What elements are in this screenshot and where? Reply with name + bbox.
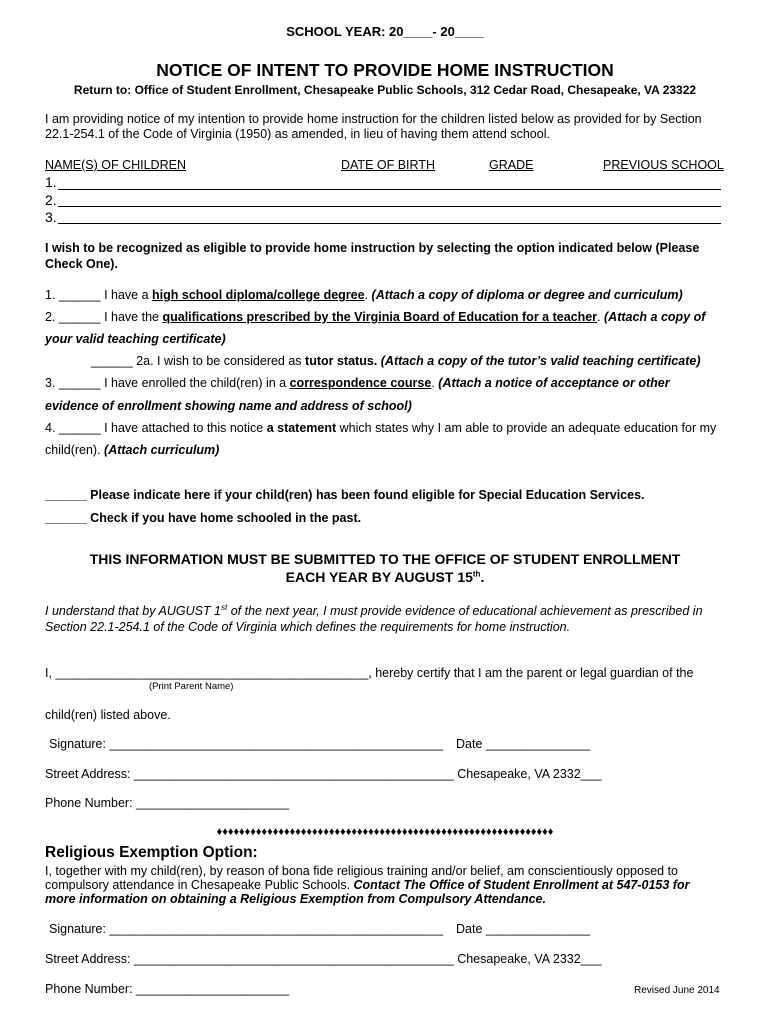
street-address-field[interactable]: Street Address: ______________________________________________ Chesapeake, VA 2332___ — [45, 767, 602, 781]
option-4-prefix: 4. ______ I have attached to this notice — [45, 421, 267, 435]
return-address: Return to: Office of Student Enrollment, Chesapeake Public Schools, 312 Cedar Road, Chesapeake, VA 23322 — [73, 83, 697, 97]
option-4-cont — [45, 443, 219, 457]
option-1-link: high school diploma/college degree — [152, 288, 365, 302]
understand-b: of the next year, I must provide evidence of educational achievement as prescribed in — [227, 604, 703, 618]
deadline-line-1: THIS INFORMATION MUST BE SUBMITTED TO THE OFFICE OF STUDENT ENROLLMENT — [89, 551, 681, 567]
religious-line-2a: compulsory attendance in Chesapeake Public Schools. — [45, 878, 354, 892]
option-2[interactable] — [45, 310, 705, 324]
child-row-number: 2. — [45, 192, 57, 208]
option-3-link: correspondence course — [289, 376, 432, 390]
deadline-line-2 — [0, 569, 770, 585]
option-3[interactable] — [45, 376, 670, 390]
deadline-sup: th — [472, 569, 481, 579]
intro-line-2: 22.1-254.1 of the Code of Virginia (1950) as amended, in lieu of having them attend school. — [45, 127, 550, 141]
option-2-link: qualifications prescribed by the Virginia Board of Education for a teacher — [162, 310, 598, 324]
religious-date-field[interactable]: Date _______________ — [456, 922, 591, 936]
deadline-text: EACH YEAR BY AUGUST 15 — [285, 569, 473, 585]
date-field[interactable]: Date _______________ — [456, 737, 591, 751]
child-row-3-line[interactable] — [58, 223, 721, 224]
signature-field[interactable]: Signature: ________________________________________________ — [49, 737, 444, 751]
option-3-suffix: . — [431, 376, 439, 390]
special-ed-check[interactable]: ______ Please indicate here if your child(ren) has been found eligible for Special Education Services. — [45, 488, 645, 502]
religious-signature-field[interactable]: Signature: ________________________________________________ — [49, 922, 444, 936]
option-2a[interactable] — [91, 354, 701, 368]
child-row-2-line[interactable] — [58, 206, 721, 207]
religious-line-3: more information on obtaining a Religious Exemption from Compulsory Attendance. — [45, 892, 546, 906]
header-names: NAME(S) OF CHILDREN — [45, 158, 186, 172]
phone-number-field[interactable]: Phone Number: ______________________ — [45, 796, 289, 810]
intro-line-1: I am providing notice of my intention to provide home instruction for the children listed below as provided for by Section — [45, 112, 702, 126]
option-3-note-cont: evidence of enrollment showing name and address of school) — [45, 399, 412, 413]
option-4-line2: child(ren). — [45, 443, 105, 457]
option-2-note-cont: your valid teaching certificate) — [45, 332, 226, 346]
option-2-suffix: . — [597, 310, 605, 324]
child-row-1-line[interactable] — [58, 189, 721, 190]
religious-line-2b: Contact The Office of Student Enrollment at 547-0153 for — [353, 878, 690, 892]
revised-date: Revised June 2014 — [634, 985, 720, 996]
option-2a-bold: tutor status. — [305, 354, 378, 368]
option-2-note: (Attach a copy of — [604, 310, 706, 324]
religious-heading: Religious Exemption Option: — [45, 844, 258, 861]
option-1[interactable] — [45, 288, 683, 302]
child-row-number: 3. — [45, 209, 57, 225]
option-4-bold: a statement — [266, 421, 337, 435]
religious-line-2 — [45, 878, 689, 892]
certify-line-2: child(ren) listed above. — [45, 708, 171, 722]
religious-phone-number-field[interactable]: Phone Number: ______________________ — [45, 982, 289, 996]
header-grade: GRADE — [489, 158, 534, 172]
option-1-note: (Attach a copy of diploma or degree and curriculum) — [371, 288, 683, 302]
child-row-number: 1. — [45, 174, 57, 190]
page-title: NOTICE OF INTENT TO PROVIDE HOME INSTRUCTION — [156, 60, 614, 80]
option-2-prefix: 2. ______ I have the — [45, 310, 163, 324]
print-parent-name-label: (Print Parent Name) — [149, 681, 234, 692]
religious-street-address-field[interactable]: Street Address: ______________________________________________ Chesapeake, VA 2332___ — [45, 952, 602, 966]
diamond-divider: ♦♦♦♦♦♦♦♦♦♦♦♦♦♦♦♦♦♦♦♦♦♦♦♦♦♦♦♦♦♦♦♦♦♦♦♦♦♦♦♦♦♦♦♦♦♦♦♦♦♦♦♦♦♦♦♦♦♦♦♦ — [216, 826, 554, 838]
understand-line-1 — [45, 604, 703, 618]
option-4-suffix: which states why I am able to provide an adequate education for my — [336, 421, 717, 435]
homeschooled-check[interactable]: ______ Check if you have home schooled in the past. — [45, 511, 362, 525]
understand-a: I understand that by AUGUST 1 — [45, 604, 222, 618]
option-4[interactable] — [45, 421, 716, 435]
option-4-note: (Attach curriculum) — [104, 443, 220, 457]
eligibility-line-2: Check One). — [45, 257, 118, 271]
option-2a-prefix: ______ 2a. I wish to be considered as — [91, 354, 306, 368]
understand-line-2: Section 22.1-254.1 of the Code of Virginia which defines the requirements for home instruction. — [45, 620, 571, 634]
eligibility-line-1: I wish to be recognized as eligible to provide home instruction by selecting the option indicated below (Please — [45, 241, 700, 255]
option-2a-note: (Attach a copy of the tutor’s valid teaching certificate) — [377, 354, 701, 368]
school-year-field[interactable]: SCHOOL YEAR: 20____- 20____ — [286, 24, 484, 39]
header-dob: DATE OF BIRTH — [341, 158, 435, 172]
parent-name-field[interactable]: I, _____________________________________________, hereby certify that I am the parent or legal guardian of the — [45, 666, 694, 680]
religious-line-1: I, together with my child(ren), by reason of bona fide religious training and/or belief, am conscientiously opposed to — [45, 864, 678, 878]
option-3-note: (Attach a notice of acceptance or other — [438, 376, 670, 390]
option-1-prefix: 1. ______ I have a — [45, 288, 153, 302]
understand-sup: st — [221, 602, 228, 612]
deadline-end: . — [480, 569, 485, 585]
option-1-suffix: . — [364, 288, 372, 302]
option-3-prefix: 3. ______ I have enrolled the child(ren) in a — [45, 376, 290, 390]
header-previous-school: PREVIOUS SCHOOL — [603, 158, 724, 172]
